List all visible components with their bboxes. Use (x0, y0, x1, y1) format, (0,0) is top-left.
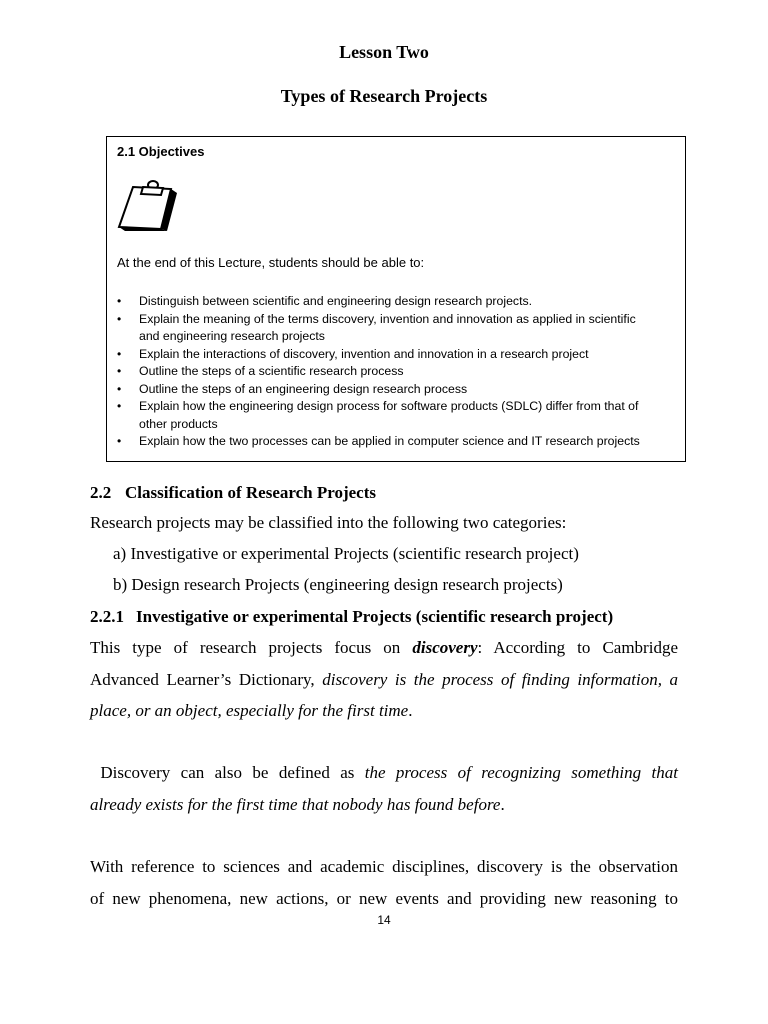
category-item-a: a) Investigative or experimental Projects (scientific research project) (113, 544, 579, 563)
list-item: • Distinguish between scientific and engineering design research projects. (117, 293, 672, 311)
section-heading: 2.2 Classification of Research Projects (90, 483, 377, 502)
subsection-heading: 2.2.1 Investigative or experimental Projects (scientific research project) (90, 607, 614, 626)
list-item: • Explain the meaning of the terms discovery, invention and innovation as applied in scientific and engineering research projects (117, 311, 672, 346)
lesson-title: Lesson Two (339, 42, 429, 62)
objectives-box (106, 136, 686, 462)
category-item-b: b) Design research Projects (engineering design research projects) (113, 575, 563, 594)
list-item: • Explain how the engineering design process for software products (SDLC) differ from that of other products (117, 398, 672, 433)
section-intro: Research projects may be classified into the following two categories: (90, 513, 567, 532)
clipboard-icon (115, 179, 179, 238)
paragraph-discovery-definition: This type of research projects focus on discovery: According to Cambridge Advanced Learner’s Dictionary, discovery is the process of finding information, a place, or an object, especially for the first time. (90, 638, 679, 720)
list-item: • Explain the interactions of discovery, invention and innovation in a research project (117, 346, 672, 364)
list-item: • Outline the steps of an engineering design research process (117, 381, 672, 399)
objectives-intro: At the end of this Lecture, students should be able to: (117, 255, 425, 270)
paragraph-discovery-sciences: With reference to sciences and academic disciplines, discovery is the observation of new phenomena, new actions, or new events and providing new reasoning to (90, 857, 678, 908)
paragraph-discovery-alt-definition: Discovery can also be defined as the process of recognizing something that already exists for the first time that nobody has found before. (90, 763, 678, 814)
list-item: • Explain how the two processes can be applied in computer science and IT research projects (117, 433, 672, 451)
page-number: 14 (377, 913, 391, 927)
list-item: • Outline the steps of a scientific research process (117, 363, 672, 381)
objectives-heading: 2.1 Objectives (117, 144, 205, 159)
lesson-subtitle: Types of Research Projects (280, 86, 488, 106)
objectives-list (117, 293, 672, 451)
